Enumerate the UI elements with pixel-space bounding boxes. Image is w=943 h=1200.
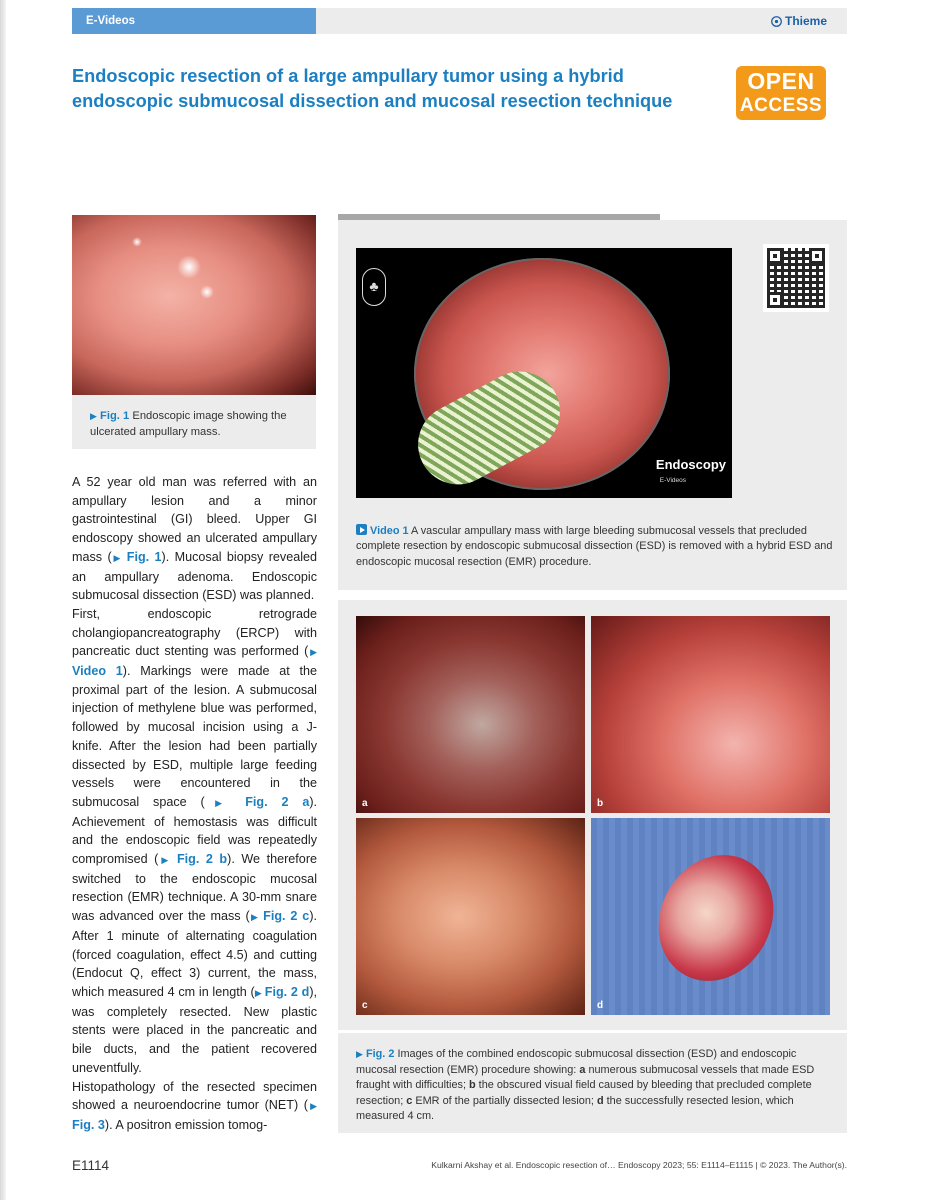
ref-arrow-icon: ▶ (249, 912, 264, 923)
publisher-logo (771, 8, 827, 34)
play-icon (356, 524, 367, 535)
fig2-caption-text: numerous submucosal vessels that made ESD fraught with difficulties; (356, 1063, 815, 1091)
fig2-image-b (591, 616, 830, 813)
fig1-endoscopic-image (72, 215, 316, 395)
page-number: E1114 (72, 1158, 110, 1173)
fig2-caption-key-b: b (469, 1079, 476, 1091)
fig1-label: Fig. 1 (100, 410, 130, 422)
fig2-caption (338, 1033, 847, 1133)
body-text: ). Achievement of hemostasis was difficult and the endoscopic field was repeatedly compromised ( (72, 794, 318, 867)
light-reflection (200, 285, 214, 299)
light-reflection (177, 255, 201, 279)
ref-fig2d[interactable]: Fig. 2 d (264, 984, 310, 999)
thieme-icon (771, 16, 782, 27)
qr-code-icon (767, 248, 825, 308)
light-reflection (132, 237, 142, 247)
ref-arrow-icon: ▶ (307, 1101, 318, 1112)
citation-footer: Kulkarni Akshay et al. Endoscopic resection of… Endoscopy 2023; 55: E1114–E1115 | © 2023. The Author(s). (431, 1160, 847, 1170)
video1-label: Video 1 (370, 525, 409, 537)
fig2-image-a (356, 616, 585, 813)
ref-arrow-icon: ▶ (308, 647, 318, 658)
qr-finder (767, 248, 783, 264)
fig2-caption-text: the successfully resected lesion, which measured 4 cm. (356, 1094, 794, 1122)
ref-fig2b[interactable]: Fig. 2 b (176, 852, 228, 867)
open-access-line1: OPEN (747, 68, 815, 94)
page-edge-shadow (0, 0, 6, 1200)
body-text: ). A positron emission tomog- (104, 1117, 268, 1132)
fig2-caption-key-c: c (406, 1094, 413, 1107)
body-paragraph-1 (72, 473, 317, 605)
ref-fig1[interactable]: Fig. 1 (126, 549, 162, 564)
fig2-caption-text: EMR of the partially dissected lesion; (412, 1094, 597, 1107)
video-qr-code[interactable] (763, 244, 829, 312)
body-text: A 52 year old man was referred with an ampullary lesion and a minor gastrointestinal (GI) bleed. Upper GI endoscopy showed an ulcerated ampullary mass ( (72, 475, 317, 564)
publisher-name: Thieme (784, 14, 827, 28)
ref-arrow-icon: ▶ (158, 855, 177, 866)
fig2-caption-text: the obscured visual field caused by bleeding that precluded complete resection; (356, 1079, 812, 1107)
body-text: Histopathology of the resected specimen showed a neuroendocrine tumor (NET) ( (72, 1079, 317, 1113)
resected-specimen (637, 835, 795, 1001)
fig2-image-d (591, 818, 830, 1015)
article-body (72, 473, 317, 1135)
fig1-caption-text: Endoscopic image showing the ulcerated ampullary mass. (90, 410, 287, 438)
body-paragraph-2 (72, 605, 317, 1078)
fig1-caption (72, 395, 316, 449)
open-access-line2: ACCESS (739, 95, 823, 116)
journal-header-bar (72, 8, 847, 34)
video1-caption (356, 524, 834, 570)
body-text: ). After 1 minute of alternating coagulation (forced coagulation, effect 4.5) and cutting (Endocut Q, effect 3) current, the mass, which measured 4 cm in length ( (72, 909, 318, 999)
ref-video1[interactable]: Video 1 (72, 664, 123, 679)
qr-finder (809, 248, 825, 264)
body-text: ). Markings were made at the proximal part of the lesion. A submucosal injection of methylene blue was performed, followed by mucosal incision using a J-knife. After the lesion had been partially dissected by ESD, multiple large feeding vessels were encountered in the submucosal space ( (72, 664, 317, 809)
ref-fig2a[interactable]: Fig. 2 a (245, 794, 310, 809)
fig2-panel-label-c: c (362, 1000, 368, 1011)
body-text: First, endoscopic retrograde cholangiopancreatography (ERCP) with pancreatic duct stenting was performed ( (72, 606, 317, 659)
body-paragraph-3 (72, 1078, 317, 1135)
caption-arrow-icon: ▶ (356, 1049, 363, 1059)
fig2-caption-key-a: a (579, 1063, 586, 1076)
fig2-caption-key-d: d (596, 1094, 604, 1107)
qr-finder (767, 292, 783, 308)
fig2-panel-label-b: b (597, 798, 604, 809)
fig2-label: Fig. 2 (365, 1048, 395, 1060)
section-tab: E-Videos (72, 8, 316, 34)
ref-fig3[interactable]: Fig. 3 (72, 1117, 105, 1132)
video1-player[interactable] (356, 248, 732, 498)
ref-arrow-icon: ▶ (111, 552, 127, 563)
open-access-badge (736, 66, 826, 120)
body-text: ). Mucosal biopsy revealed an ampullary adenoma. Endoscopic submucosal dissection (ESD) was planned. (72, 549, 318, 603)
ref-fig2c[interactable]: Fig. 2 c (263, 909, 310, 924)
journal-tree-icon: ♣ (362, 268, 386, 306)
fig2-panel-label-a: a (362, 798, 368, 809)
video-brand-sub: E-Videos (659, 477, 686, 484)
fig2-image-c (356, 818, 585, 1015)
body-text: ), was completely resected. New plastic stents were placed in the pancreatic and bile ducts, and the patient recovered uneventfully. (72, 984, 318, 1075)
video-brand: Endoscopy (655, 457, 726, 472)
ref-arrow-icon: ▶ (204, 797, 246, 808)
fig2-caption-text: Images of the combined endoscopic submucosal dissection (ESD) and endoscopic mucosal resection (EMR) procedure showing: (356, 1048, 797, 1076)
body-text: ). We therefore switched to the endoscopic mucosal resection (EMR) technique. A 30-mm snare was advanced over the mass ( (72, 852, 318, 924)
video1-caption-text: A vascular ampullary mass with large bleeding submucosal vessels that precluded complete resection by endoscopic submucosal dissection (ESD) is removed with a hybrid ESD and endoscopic mucosal resection (EMR) procedure. (356, 525, 833, 568)
fig2-panel-label-d: d (597, 1000, 604, 1011)
caption-arrow-icon: ▶ (90, 411, 97, 421)
ref-arrow-icon: ▶ (254, 987, 265, 998)
article-title: Endoscopic resection of a large ampullary tumor using a hybrid endoscopic submucosal dissection and mucosal resection technique (72, 66, 673, 111)
